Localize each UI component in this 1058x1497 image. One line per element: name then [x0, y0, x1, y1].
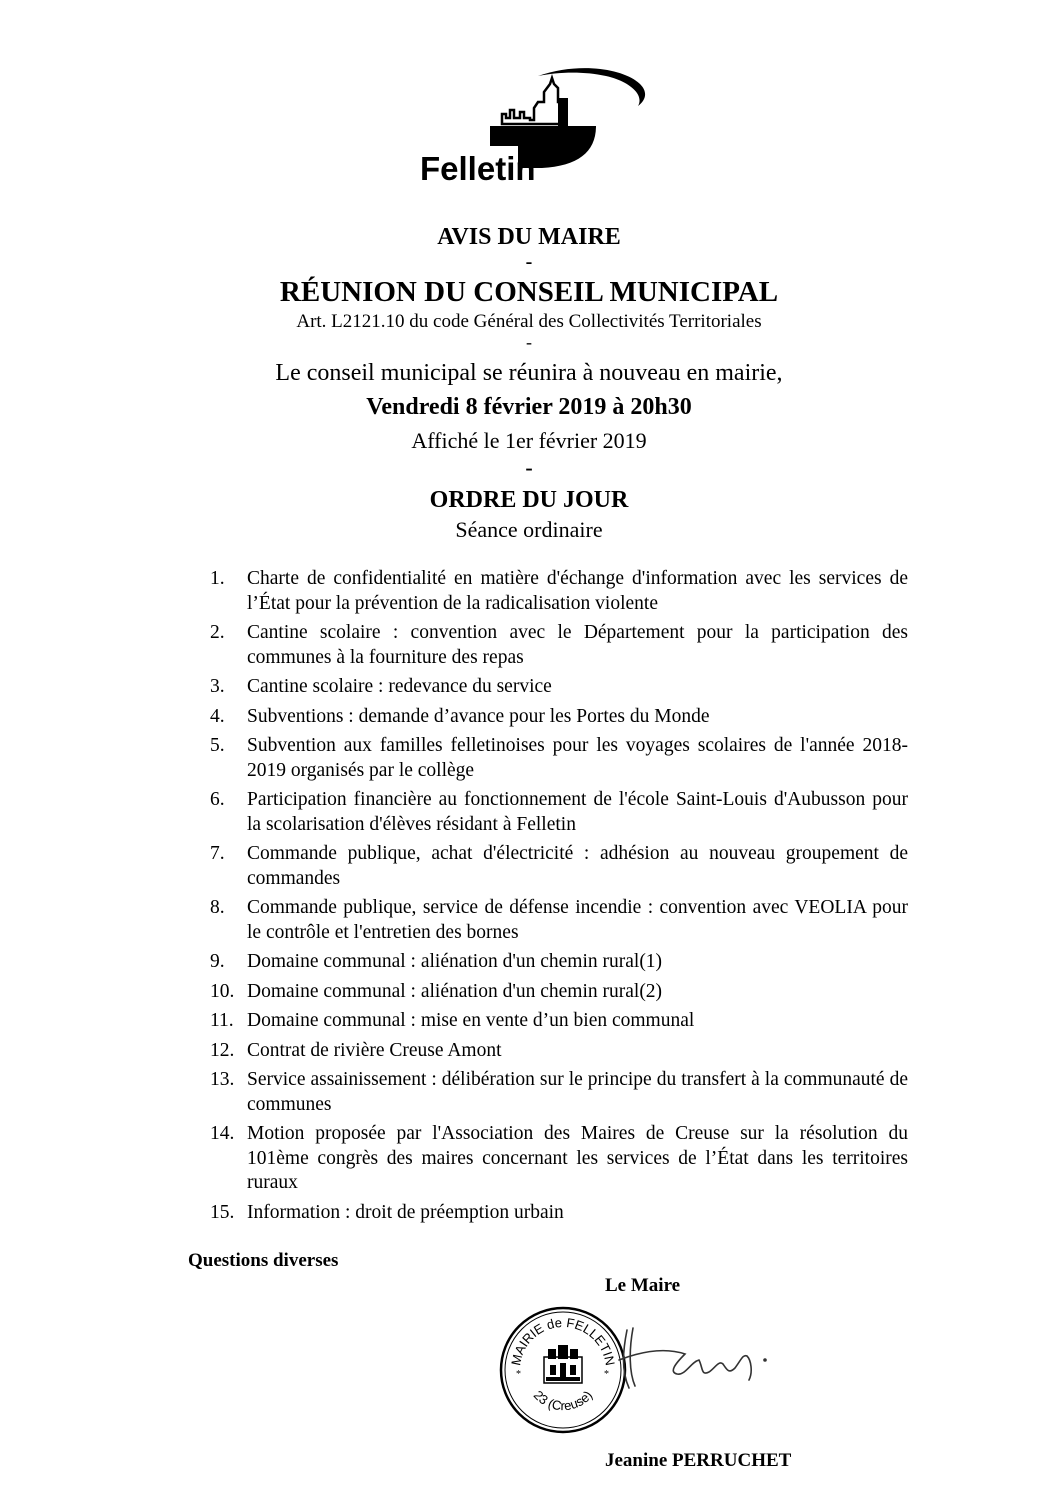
official-stamp	[498, 1305, 628, 1435]
meeting-announcement: Le conseil municipal se réunira à nouveau en mairie,	[275, 360, 783, 386]
item-number: 5.	[210, 735, 225, 756]
mayor-name: Jeanine PERRUCHET	[605, 1450, 792, 1471]
item-number: 4.	[210, 705, 225, 727]
item-text: Information : droit de préemption urbain	[247, 1201, 564, 1223]
list-item	[210, 1201, 908, 1226]
item-number: 6.	[210, 789, 225, 810]
item-number: 15.	[210, 1201, 235, 1223]
agenda-list	[210, 567, 908, 1230]
list-item	[210, 1039, 908, 1064]
mayor-title: Le Maire	[605, 1275, 681, 1296]
stamp-bottom-text: 23 (Creuse)	[530, 1387, 596, 1414]
item-text: Contrat de rivière Creuse Amont	[247, 1039, 502, 1061]
list-item	[210, 980, 908, 1005]
item-number: 3.	[210, 676, 225, 697]
item-number: 10.	[210, 980, 235, 1002]
logo-text: Felletin	[420, 150, 536, 187]
item-number: 11.	[210, 1010, 234, 1031]
item-text: Commande publique, service de défense incendie : convention avec VEOLIA pour le contrôle et l'entretien des bornes	[247, 897, 908, 943]
list-item	[210, 567, 908, 616]
posted-date: Affiché le 1er février 2019	[411, 428, 647, 453]
list-item	[210, 788, 908, 837]
session-type: Séance ordinaire	[455, 517, 603, 542]
list-item	[210, 896, 908, 945]
item-text: Cantine scolaire : redevance du service	[247, 676, 552, 697]
separator-dash: -	[526, 332, 532, 352]
stamp-emblem	[544, 1345, 582, 1383]
felletin-logo	[418, 62, 650, 190]
item-number: 13.	[210, 1069, 235, 1090]
item-number: 12.	[210, 1039, 235, 1061]
item-number: 2.	[210, 622, 225, 643]
item-text: Commande publique, achat d'électricité : adhésion au nouveau groupement de commandes	[247, 843, 908, 889]
item-text: Domaine communal : aliénation d'un chemin rural(1)	[247, 951, 663, 972]
notice-title: AVIS DU MAIRE	[437, 224, 621, 250]
item-number: 9.	[210, 951, 225, 972]
list-item	[210, 1009, 908, 1034]
item-text: Cantine scolaire : convention avec le Département pour la participation des communes à la fourniture des repas	[247, 622, 908, 668]
item-text: Motion proposée par l'Association des Maires de Creuse sur la résolution du 101ème congrès des maires concernant les services de l’État dans les territoires ruraux	[247, 1123, 908, 1193]
misc-questions-label: Questions diverses	[188, 1250, 339, 1271]
item-number: 7.	[210, 843, 225, 864]
list-item	[210, 621, 908, 670]
item-text: Subvention aux familles felletinoises pour les voyages scolaires de l'année 2018-2019 organisés par le collège	[247, 735, 908, 781]
item-text: Charte de confidentialité en matière d'échange d'information avec les services de l’État pour la prévention de la radicalisation violente	[247, 568, 908, 614]
list-item	[210, 950, 908, 975]
svg-text:*: *	[604, 1369, 609, 1380]
item-text: Subventions : demande d’avance pour les Portes du Monde	[247, 705, 710, 727]
svg-text:*: *	[516, 1369, 521, 1380]
separator-dash: -	[525, 455, 533, 480]
list-item	[210, 734, 908, 783]
separator-dash: -	[525, 251, 533, 273]
item-number: 1.	[210, 568, 225, 589]
item-text: Domaine communal : mise en vente d’un bien communal	[247, 1010, 695, 1031]
meeting-date: Vendredi 8 février 2019 à 20h30	[366, 394, 692, 420]
item-number: 8.	[210, 897, 225, 918]
svg-text:23 (Creuse)	[531, 1387, 596, 1413]
meeting-title: RÉUNION DU CONSEIL MUNICIPAL	[279, 276, 779, 308]
list-item	[210, 675, 908, 700]
item-number: 14.	[210, 1123, 235, 1144]
legal-reference: Art. L2121.10 du code Général des Collectivités Territoriales	[296, 311, 762, 332]
item-text: Service assainissement : délibération sur le principe du transfert à la communauté de communes	[247, 1069, 908, 1115]
logo-swoosh	[538, 68, 645, 106]
list-item	[210, 1068, 908, 1117]
list-item	[210, 842, 908, 891]
agenda-title: ORDRE DU JOUR	[429, 487, 629, 513]
list-item	[210, 705, 908, 730]
stamp-top-text: MAIRIE de FELLETIN	[508, 1314, 618, 1367]
item-text: Participation financière au fonctionnement de l'école Saint-Louis d'Aubusson pour la scolarisation d'élèves résidant à Felletin	[247, 789, 908, 835]
mayor-signature	[615, 1320, 775, 1400]
list-item	[210, 1122, 908, 1196]
logo-town	[502, 78, 566, 124]
item-text: Domaine communal : aliénation d'un chemin rural(2)	[247, 980, 663, 1002]
